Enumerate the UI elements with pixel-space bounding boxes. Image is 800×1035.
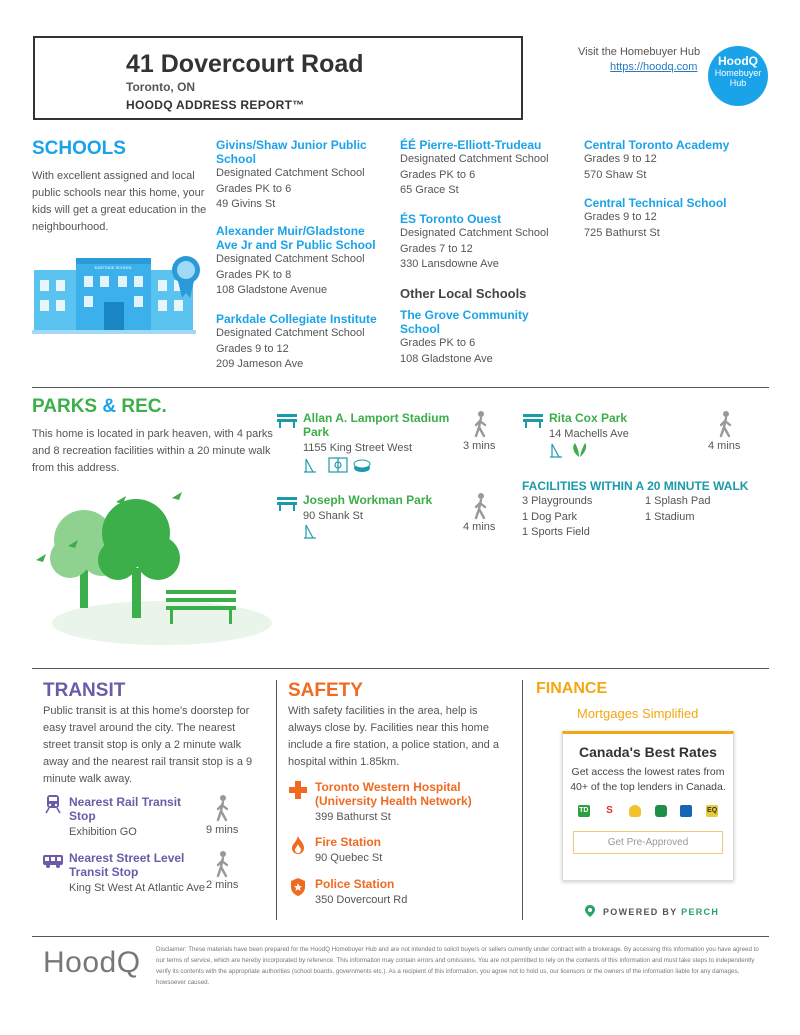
school-name: Givins/Shaw Junior Public School — [216, 138, 367, 166]
safety-title: SAFETY — [288, 680, 363, 701]
hospital-address: 399 Bathurst St — [315, 811, 391, 823]
street-transit-item[interactable] — [69, 851, 209, 897]
school-name: Central Technical School — [584, 196, 727, 210]
column-divider — [276, 680, 277, 920]
park-item[interactable] — [303, 493, 463, 525]
school-sign: EASTSIDE SCHOOL — [94, 265, 133, 270]
street-transit-name: Nearest Street Level Transit Stop — [69, 851, 185, 879]
td-bank-logo-icon: TD — [578, 805, 590, 817]
school-type: Designated Catchment School — [400, 153, 549, 165]
school-item[interactable] — [400, 138, 570, 212]
school-address: 49 Givins St — [216, 198, 276, 210]
school-grades: Grades 9 to 12 — [216, 342, 289, 355]
school-name: Alexander Muir/Gladstone Ave Jr and Sr Public School — [216, 224, 376, 252]
property-city: Toronto, ON — [126, 80, 196, 94]
walking-person-icon — [472, 492, 490, 520]
school-name: The Grove Community School — [400, 308, 529, 336]
police-station-item[interactable] — [315, 877, 505, 909]
slide-icon — [303, 522, 321, 540]
hospital-cross-icon — [288, 780, 308, 800]
slide-icon — [304, 459, 316, 472]
facilities-list-left — [522, 494, 592, 541]
school-grades: Grades PK to 6 — [400, 337, 476, 349]
rail-transit-name: Nearest Rail Transit Stop — [69, 795, 182, 823]
school-grades: Grades 7 to 12 — [400, 242, 473, 255]
stadium-icon — [329, 458, 347, 472]
school-address: 108 Gladstone Avenue — [216, 284, 328, 296]
facility-item: 1 Sports Field — [522, 526, 590, 538]
park-address: 14 Machells Ave — [549, 428, 629, 440]
school-address: 108 Gladstone Ave — [400, 352, 493, 365]
school-type: Designated Catchment School — [216, 167, 365, 179]
card-body: Get access the lowest rates from 40+ of the top lenders in Canada. — [570, 766, 726, 793]
hub-logo-line1: HoodQ — [718, 54, 758, 68]
schools-intro: With excellent assigned and local public schools near this home, your kids will get a great education in the neighbourhood. — [32, 170, 207, 233]
schools-title: SCHOOLS — [32, 138, 126, 159]
lender-logos — [571, 805, 725, 817]
park-name: Joseph Workman Park — [303, 493, 433, 507]
bench-icon — [276, 495, 298, 511]
facility-item: 3 Playgrounds — [522, 495, 593, 507]
section-divider — [32, 387, 769, 388]
school-item[interactable] — [400, 212, 570, 286]
school-grades: Grades PK to 6 — [216, 182, 292, 195]
parks-intro: This home is located in park heaven, with 4 parks and 8 recreation facilities within a 20 minute walk from this address. — [32, 428, 273, 474]
park-address: 1155 King Street West — [303, 442, 413, 454]
police-badge-icon — [290, 877, 306, 897]
column-divider — [522, 680, 523, 920]
fire-station-name: Fire Station — [315, 835, 382, 849]
bmo-logo-icon — [680, 805, 692, 817]
school-list-col2 — [400, 138, 570, 367]
transit-title: TRANSIT — [43, 680, 126, 701]
school-list-col3 — [584, 138, 764, 241]
park-name: Rita Cox Park — [549, 411, 628, 425]
park-amenity-icons — [549, 441, 595, 459]
train-icon — [44, 794, 62, 814]
school-name: ÉS Toronto Ouest — [400, 212, 502, 226]
park-name: Allan A. Lamport Stadium Park — [303, 411, 450, 439]
footer-divider — [32, 936, 769, 937]
facilities-list-right — [645, 494, 710, 525]
lender-logo-icon — [655, 805, 667, 817]
report-title: HOODQ ADDRESS REPORT™ — [126, 98, 305, 112]
school-address: 330 Lansdowne Ave — [400, 258, 499, 270]
hospital-name: Toronto Western Hospital (University Health Network) — [315, 780, 472, 808]
desjardins-logo-icon — [629, 805, 641, 817]
rail-transit-stop: Exhibition GO — [69, 826, 137, 838]
powered-by-perch[interactable] — [603, 907, 719, 917]
perch-brand: PERCH — [681, 907, 720, 917]
school-type: Designated Catchment School — [400, 227, 549, 239]
school-item[interactable] — [216, 138, 386, 224]
parks-title-amp: & — [102, 396, 117, 417]
bench-icon — [276, 412, 298, 428]
park-item[interactable] — [303, 411, 463, 457]
facilities-title: FACILITIES WITHIN A 20 MINUTE WALK — [522, 479, 749, 493]
scotiabank-logo-icon: S — [603, 805, 615, 817]
parks-title — [32, 396, 167, 418]
rates-card — [562, 731, 734, 881]
police-station-address: 350 Dovercourt Rd — [315, 894, 408, 906]
perch-pin-icon — [585, 905, 595, 917]
visit-text: Visit the Homebuyer Hub — [578, 46, 701, 58]
fire-station-address: 90 Quebec St — [315, 852, 383, 864]
walk-time: 4 mins — [708, 440, 741, 452]
walk-time: 3 mins — [463, 440, 496, 452]
walking-person-icon — [214, 850, 232, 878]
school-address: 725 Bathurst St — [584, 226, 660, 239]
school-list-col1 — [216, 138, 386, 373]
park-item[interactable] — [549, 411, 689, 443]
walking-person-icon — [214, 794, 232, 822]
school-grades: Grades PK to 6 — [400, 168, 476, 181]
park-amenity-icons — [303, 456, 373, 474]
disclaimer: Disclaimer: These materials have been prepared for the HoodQ Homebuyer Hub and are not intended to solicit buyers or sellers currently under contract with a brokerage. By accessing this information you have agreed to our terms of service, which are hereby incorporated by reference. This information may contain errors and omissions. You are not permitted to rely on the contents of this information and must take steps to independently verify its contents with the appropriate authorities (school boards, governments etc.). As a recipient of this information, you agree not to hold us, our licensors or the owners of the information liable for any damages, howsoever caused. — [156, 946, 759, 986]
police-station-name: Police Station — [315, 877, 395, 891]
fire-icon — [290, 835, 306, 855]
finance-title: FINANCE — [536, 680, 608, 697]
school-name: Parkdale Collegiate Institute — [216, 312, 377, 326]
facility-item: 1 Splash Pad — [645, 495, 711, 507]
homebuyer-hub-logo[interactable] — [708, 46, 768, 106]
powered-by-text: POWERED BY — [603, 907, 678, 917]
property-address: 41 Dovercourt Road — [126, 50, 364, 78]
transit-intro: Public transit is at this home's doorstep for easy travel around the city. The nearest street transit stop is only a 2 minute walk away and the nearest rail transit stop is a 9 minute walk away. — [43, 705, 253, 785]
safety-intro: With safety facilities in the area, help is always close by. Facilities near this home include a fire station, a police station, and a hospital within 1.85km. — [288, 705, 499, 768]
street-transit-stop: King St West At Atlantic Ave — [69, 882, 205, 894]
rail-transit-item[interactable] — [69, 795, 199, 841]
school-item[interactable] — [216, 312, 386, 373]
sports-field-icon — [354, 460, 370, 472]
walking-person-icon — [472, 410, 490, 438]
school-name: ÉÉ Pierre-Elliott-Trudeau — [400, 138, 542, 152]
school-address: 209 Jameson Ave — [216, 358, 304, 370]
school-address: 65 Grace St — [400, 184, 459, 196]
bench-icon — [522, 412, 544, 428]
school-grades: Grades 9 to 12 — [584, 153, 657, 165]
hoodq-footer-logo: HoodQ — [43, 946, 141, 979]
school-building-illustration — [32, 250, 210, 335]
hub-logo-line3: Hub — [729, 78, 747, 88]
school-item[interactable] — [584, 196, 764, 241]
school-type: Designated Catchment School — [216, 327, 365, 339]
school-address: 570 Shaw St — [584, 168, 647, 181]
bus-icon — [42, 853, 64, 869]
card-title: Canada's Best Rates — [579, 744, 717, 760]
hospital-item[interactable] — [315, 780, 505, 826]
walk-time: 2 mins — [206, 879, 239, 891]
mortgages-subtitle: Mortgages Simplified — [577, 706, 699, 721]
fire-station-item[interactable] — [315, 835, 505, 867]
eq-bank-logo-icon: EQ — [706, 805, 718, 817]
school-type: Designated Catchment School — [216, 253, 365, 265]
facility-item: 1 Stadium — [645, 510, 695, 523]
walk-time: 4 mins — [463, 521, 496, 533]
school-grades: Grades 9 to 12 — [584, 211, 657, 223]
get-pre-approved-button[interactable]: Get Pre-Approved — [573, 831, 723, 854]
school-grades: Grades PK to 8 — [216, 268, 292, 281]
homebuyer-hub-link[interactable]: https://hoodq.com — [610, 61, 698, 73]
park-illustration — [32, 488, 272, 648]
parks-title-a: PARKS — [32, 396, 98, 417]
walking-person-icon — [717, 410, 735, 438]
other-schools-title: Other Local Schools — [400, 286, 527, 301]
school-name: Central Toronto Academy — [584, 138, 730, 152]
splash-pad-icon — [573, 443, 586, 457]
slide-icon — [550, 444, 562, 457]
park-address: 90 Shank St — [303, 510, 363, 522]
school-item[interactable] — [216, 224, 386, 312]
section-divider — [32, 668, 769, 669]
school-item[interactable] — [584, 138, 764, 196]
parks-title-b: REC. — [121, 396, 167, 417]
facility-item: 1 Dog Park — [522, 510, 578, 523]
walk-time: 9 mins — [206, 824, 239, 836]
hub-logo-line2: Homebuyer — [714, 68, 762, 78]
school-item[interactable] — [400, 308, 570, 367]
